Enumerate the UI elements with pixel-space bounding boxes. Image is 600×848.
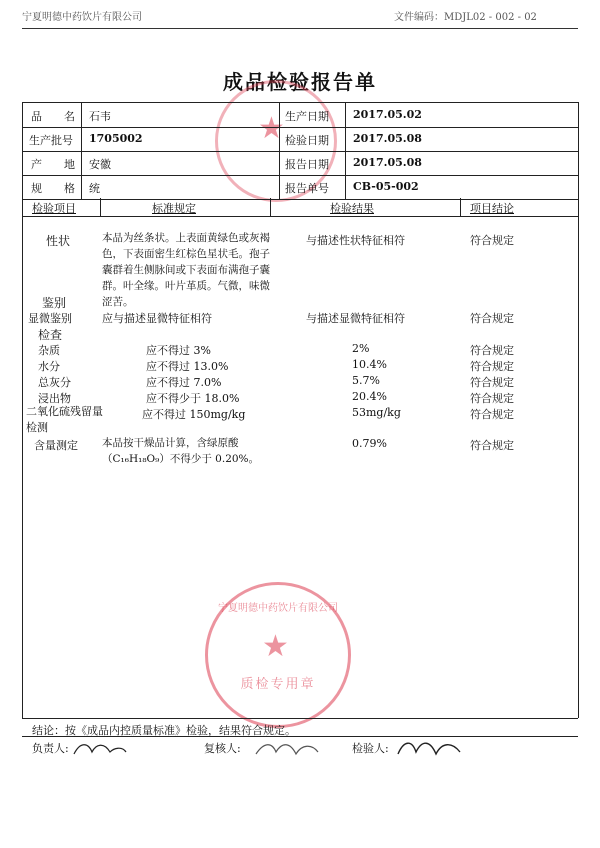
signature-responsible <box>70 738 130 760</box>
check-standard-moisture: 应不得过 13.0% <box>146 360 229 373</box>
value-batch-number: 1705002 <box>89 132 143 145</box>
check-result-moisture: 10.4% <box>352 358 387 371</box>
check-conclusion-moisture: 符合规定 <box>470 360 514 373</box>
conclusion-text: 结论：按《成品内控质量标准》检验，结果符合规定。 <box>32 724 296 737</box>
company-name-header: 宁夏明德中药饮片有限公司 <box>22 12 142 23</box>
quality-inspection-stamp <box>205 582 351 728</box>
label-product-name: 品 名 <box>31 110 75 123</box>
value-inspection-date: 2017.05.08 <box>353 132 422 145</box>
value-report-date: 2017.05.08 <box>353 156 422 169</box>
check-standard-extract: 应不得少于 18.0% <box>146 392 240 405</box>
check-name-ash: 总灰分 <box>38 376 71 389</box>
product-info-table <box>22 102 579 200</box>
column-header-conclusion: 项目结论 <box>470 202 514 215</box>
check-conclusion-ash: 符合规定 <box>470 376 514 389</box>
check-result-extract: 20.4% <box>352 390 387 403</box>
label-report-number: 报告单号 <box>285 182 329 195</box>
value-production-date: 2017.05.02 <box>353 108 422 121</box>
column-header-item: 检验项目 <box>32 202 76 215</box>
column-header-standard: 标准规定 <box>152 202 196 215</box>
value-report-number: CB-05-002 <box>353 180 419 193</box>
standard-microscopic: 应与描述显微特征相符 <box>102 312 212 325</box>
check-standard-ash: 应不得过 7.0% <box>146 376 222 389</box>
column-header-divider <box>22 216 578 217</box>
check-conclusion-impurity: 符合规定 <box>470 344 514 357</box>
check-result-ash: 5.7% <box>352 374 380 387</box>
stamp-star-icon: ★ <box>258 111 285 146</box>
label-inspection-date: 检验日期 <box>285 134 329 147</box>
check-conclusion-sulfur-dioxide: 符合规定 <box>470 408 514 421</box>
page-title: 成品检验报告单 <box>223 70 377 94</box>
stamp-subtext: 质检专用章 <box>240 677 316 692</box>
label-responsible-person: 负责人: <box>32 742 69 755</box>
check-result-impurity: 2% <box>352 342 370 355</box>
conclusion-content-assay: 符合规定 <box>470 439 514 452</box>
check-standard-sulfur-dioxide: 应不得过 150mg/kg <box>142 408 246 421</box>
item-content-assay: 含量测定 <box>34 439 78 452</box>
label-production-date: 生产日期 <box>285 110 329 123</box>
standard-traits: 本品为丝条状。上表面黄绿色或灰褐色，下表面密生红棕色星状毛。孢子囊群着生侧脉间或下表面布满孢子囊群。叶全缘。叶片革质。气微，味微涩苦。 <box>102 232 270 308</box>
header-divider <box>22 28 578 29</box>
check-standard-impurity: 应不得过 3% <box>146 344 211 357</box>
item-identification: 鉴别 <box>42 296 67 310</box>
conclusion-top-divider <box>22 718 578 719</box>
result-traits: 与描述性状特征相符 <box>306 234 405 247</box>
check-name-sulfur-dioxide: 二氧化硫残留量检测 <box>26 405 103 434</box>
check-name-extract: 浸出物 <box>38 392 71 405</box>
item-checks: 检查 <box>38 328 63 342</box>
label-report-date: 报告日期 <box>285 158 329 171</box>
result-microscopic: 与描述显微特征相符 <box>306 312 405 325</box>
document-number: 文件编码：MDJL02 - 002 - 02 <box>394 12 537 23</box>
conclusion-microscopic: 符合规定 <box>470 312 514 325</box>
value-product-name: 石韦 <box>89 110 111 123</box>
check-result-sulfur-dioxide: 53mg/kg <box>352 406 401 419</box>
conclusion-traits: 符合规定 <box>470 234 514 247</box>
label-inspector: 检验人: <box>352 742 389 755</box>
result-content-assay: 0.79% <box>352 437 387 450</box>
label-batch-number: 生产批号 <box>29 134 73 147</box>
stamp-star-icon: ★ <box>262 629 289 664</box>
check-name-impurity: 杂质 <box>38 344 60 357</box>
label-specification: 规 格 <box>31 182 75 195</box>
signature-inspector <box>394 734 464 762</box>
check-name-moisture: 水分 <box>38 360 60 373</box>
check-conclusion-extract: 符合规定 <box>470 392 514 405</box>
value-specification: 统 <box>89 182 100 195</box>
column-header-result: 检验结果 <box>330 202 374 215</box>
stamp-company-text: 宁夏明德中药饮片有限公司 <box>218 603 338 614</box>
label-reviewer: 复核人: <box>204 742 241 755</box>
value-origin: 安徽 <box>89 158 111 171</box>
item-traits: 性状 <box>46 234 71 248</box>
signature-reviewer <box>252 736 322 762</box>
standard-content-assay: 本品按干燥品计算，含绿原酸（C₁₆H₁₈O₉）不得少于 0.20%。 <box>102 437 260 465</box>
item-microscopic: 显微鉴别 <box>28 312 72 325</box>
label-origin: 产 地 <box>31 158 75 171</box>
